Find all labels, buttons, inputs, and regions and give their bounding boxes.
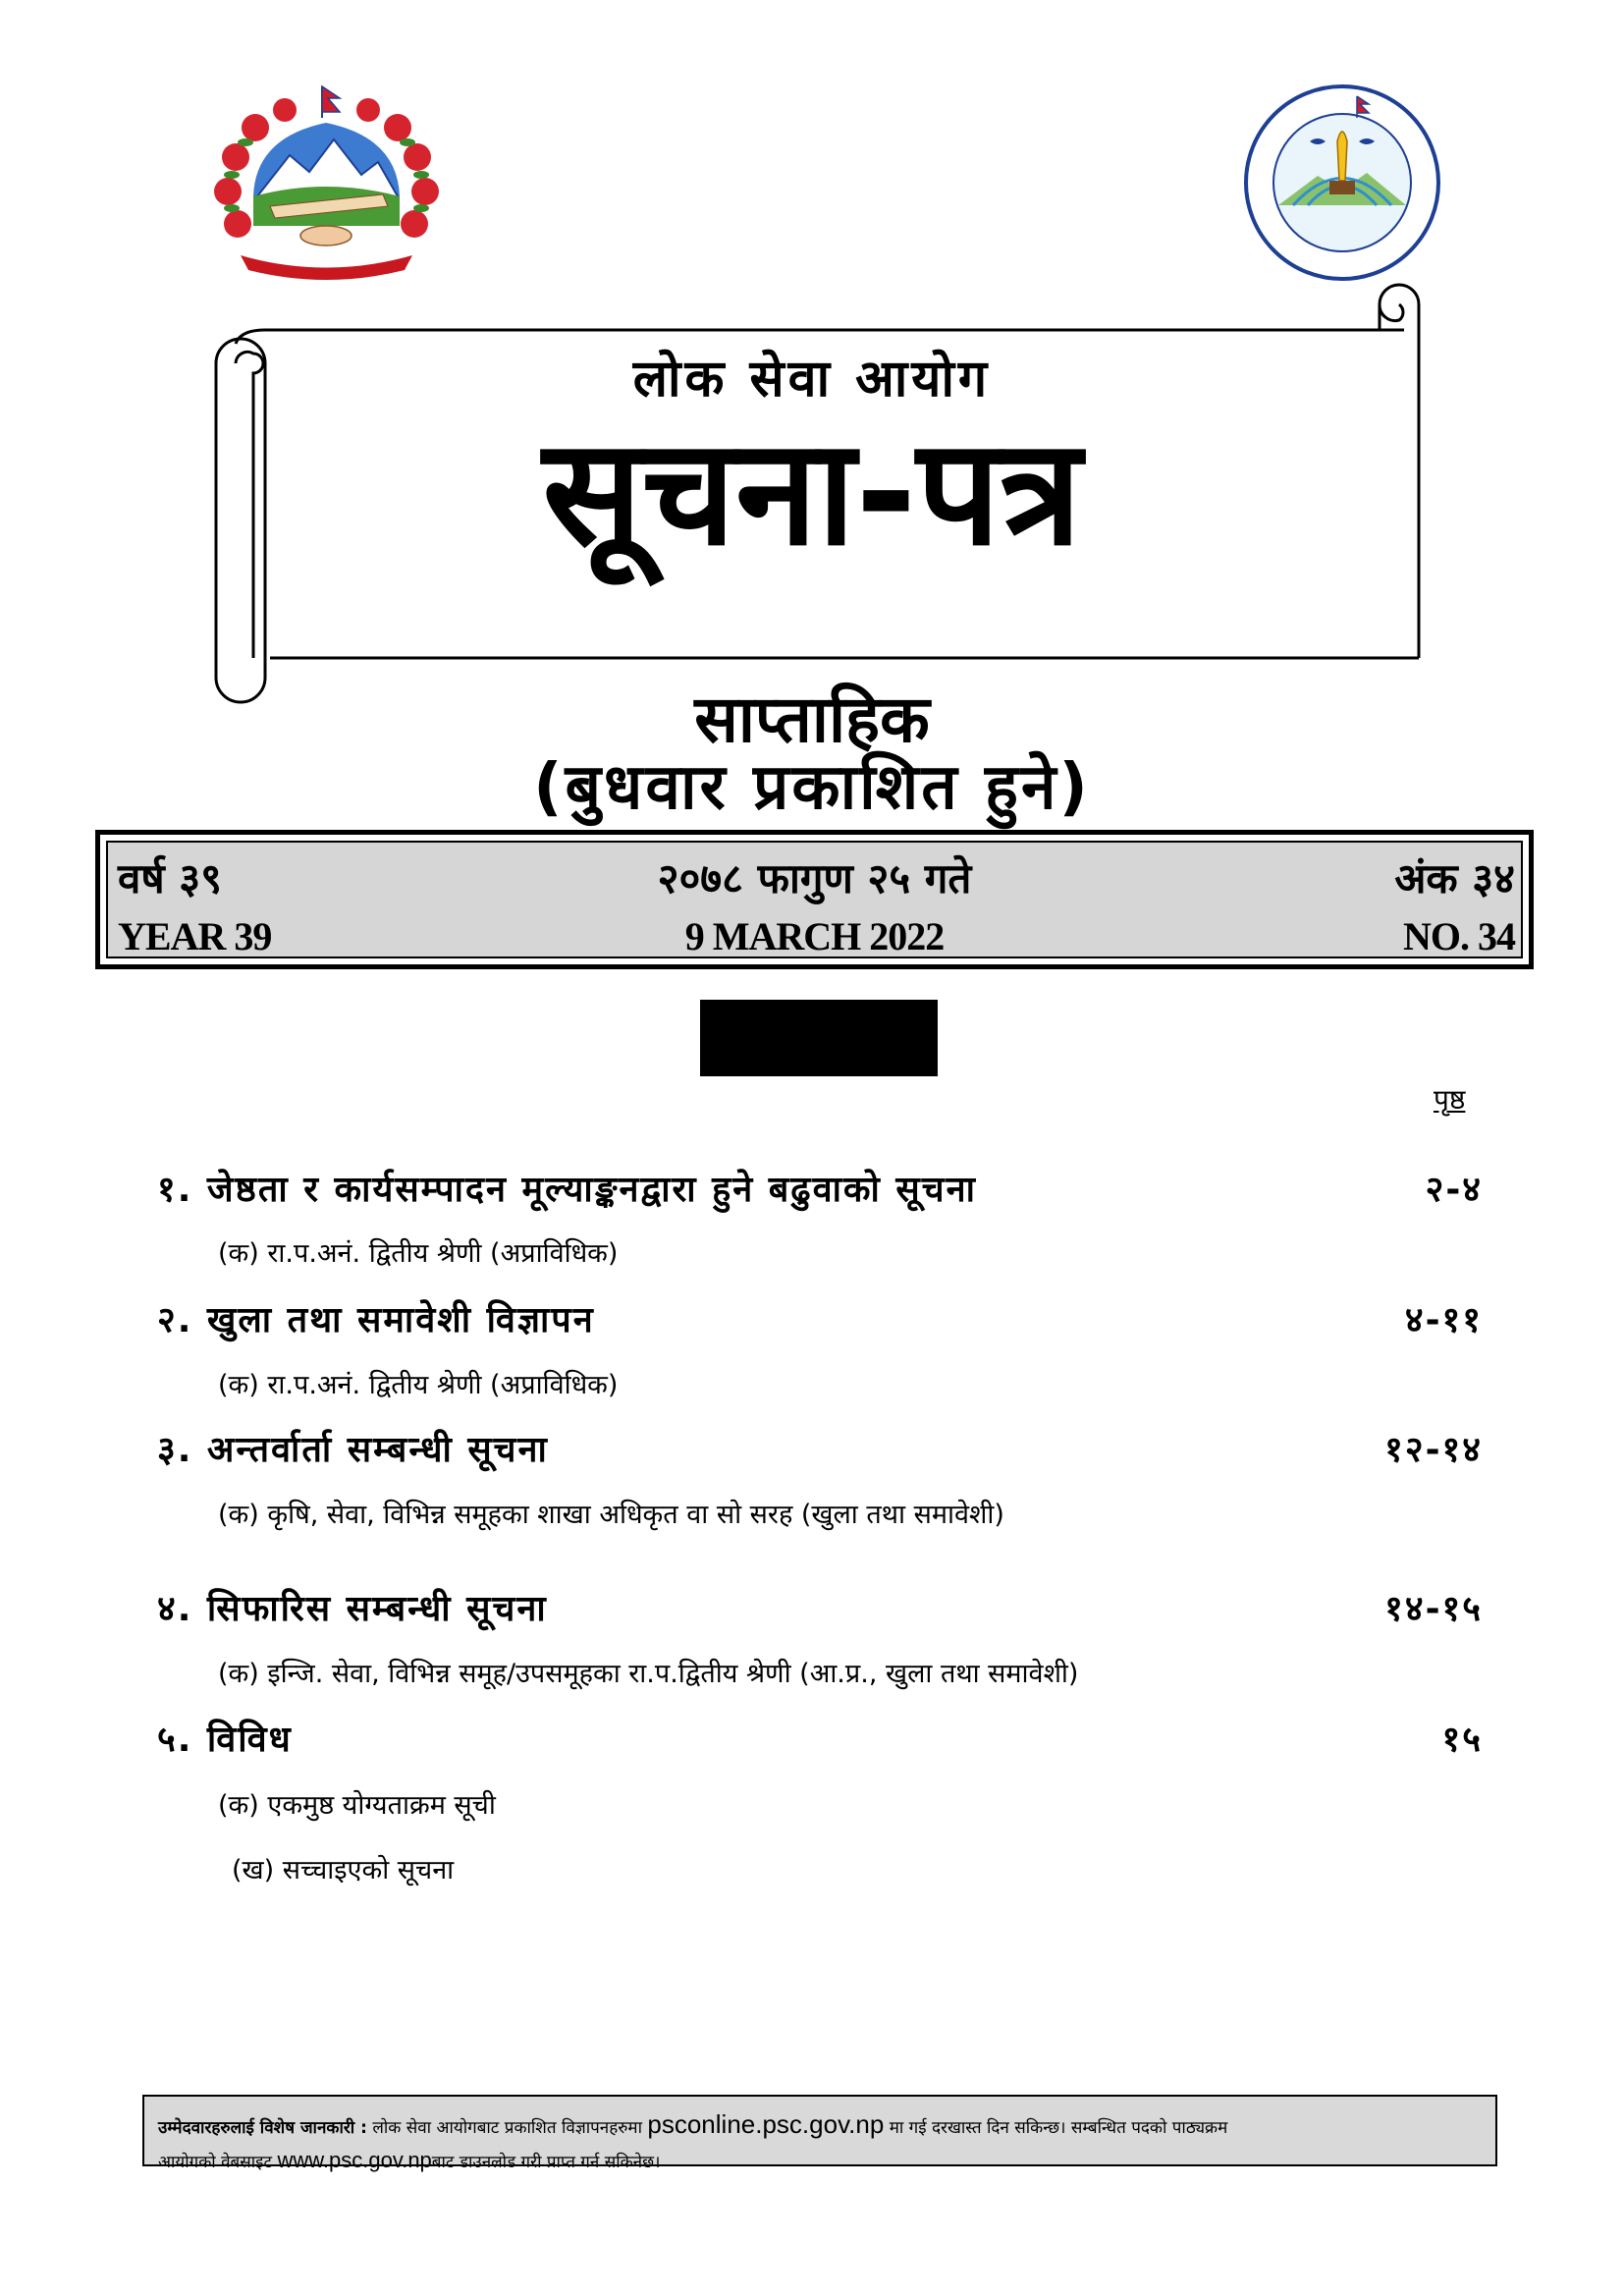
issue-info-box [95, 830, 1534, 969]
candidate-notice [142, 2095, 1497, 2173]
toc-item-pages: ४-११ [1404, 1300, 1483, 1340]
toc-item[interactable] [157, 1164, 1483, 1212]
organization-name: लोक सेवा आयोग [632, 350, 992, 409]
notice-text-1: लोक सेवा आयोगबाट प्रकाशित विज्ञापनहरुमा [372, 2118, 642, 2138]
date-nepali: २०७८ फागुण २५ गते [657, 854, 972, 902]
toc-item-pages: १५ [1441, 1720, 1483, 1760]
toc-item[interactable] [157, 1714, 1483, 1762]
nepal-coat-of-arms-icon [196, 79, 457, 290]
publication-day: (बुधवार प्रकाशित हुने) [533, 751, 1091, 824]
number-english: NO. 34 [1403, 914, 1515, 958]
publication-frequency: साप्ताहिक [694, 682, 930, 757]
toc-item-title: ५. विविध [157, 1720, 293, 1760]
toc-item-title: १. जेष्ठता र कार्यसम्पादन मूल्याङ्कनद्वारा हुने बढुवाको सूचना [157, 1170, 977, 1210]
toc-sub-item: (क) एकमुष्ठ योग्यताक्रम सूची [218, 1790, 496, 1821]
year-nepali: वर्ष ३९ [118, 854, 222, 902]
toc-item-pages: १४-१५ [1384, 1589, 1483, 1629]
page-column-header: पृष्ठ [1434, 1083, 1466, 1116]
toc-sub-item: (क) रा.प.अनं. द्वितीय श्रेणी (अप्राविधिक) [218, 1238, 619, 1269]
year-english: YEAR 39 [118, 914, 272, 958]
psc-logo-icon [1239, 82, 1445, 284]
notice-text-2: मा गई दरखास्त दिन सकिन्छ। सम्बन्धित पदको पाठ्यक्रम [889, 2118, 1228, 2138]
notice-label: उम्मेदवारहरुलाई विशेष जानकारी : [158, 2118, 367, 2138]
publication-title: सूचना-पत्र [542, 408, 1082, 578]
notice-text-3: आयोगको वेबसाइट [158, 2153, 273, 2173]
toc-sub-item: (क) रा.प.अनं. द्वितीय श्रेणी (अप्राविधिक) [218, 1370, 619, 1400]
toc-item[interactable] [157, 1424, 1483, 1472]
toc-sub-item: (ख) सच्चाइएको सूचना [232, 1855, 455, 1886]
toc-item-pages: २-४ [1425, 1170, 1483, 1210]
number-nepali: अंक ३४ [1394, 854, 1515, 902]
toc-item-title: २. खुला तथा समावेशी विज्ञापन [157, 1300, 595, 1340]
toc-item-title: ४. सिफारिस सम्बन्धी सूचना [157, 1589, 548, 1629]
redaction-block [700, 1000, 938, 1076]
toc-item-pages: १२-१४ [1384, 1430, 1483, 1470]
toc-item[interactable] [157, 1294, 1483, 1342]
toc-item[interactable] [157, 1583, 1483, 1631]
toc-item-title: ३. अन्तर्वार्ता सम्बन्धी सूचना [157, 1430, 549, 1470]
notice-online-link[interactable]: psconline.psc.gov.np [647, 2109, 885, 2139]
toc-sub-item: (क) इन्जि. सेवा, विभिन्न समूह/उपसमूहका रा.प.द्वितीय श्रेणी (आ.प्र., खुला तथा समावेशी) [218, 1659, 1079, 1689]
date-english: 9 MARCH 2022 [684, 914, 945, 958]
notice-text-4: बाट डाउनलोड गरी प्राप्त गर्न सकिनेछ। [431, 2153, 661, 2173]
notice-website-link[interactable]: www.psc.gov.np [277, 2148, 432, 2173]
toc-sub-item: (क) कृषि, सेवा, विभिन्न समूहका शाखा अधिकृत वा सो सरह (खुला तथा समावेशी) [218, 1500, 1004, 1530]
